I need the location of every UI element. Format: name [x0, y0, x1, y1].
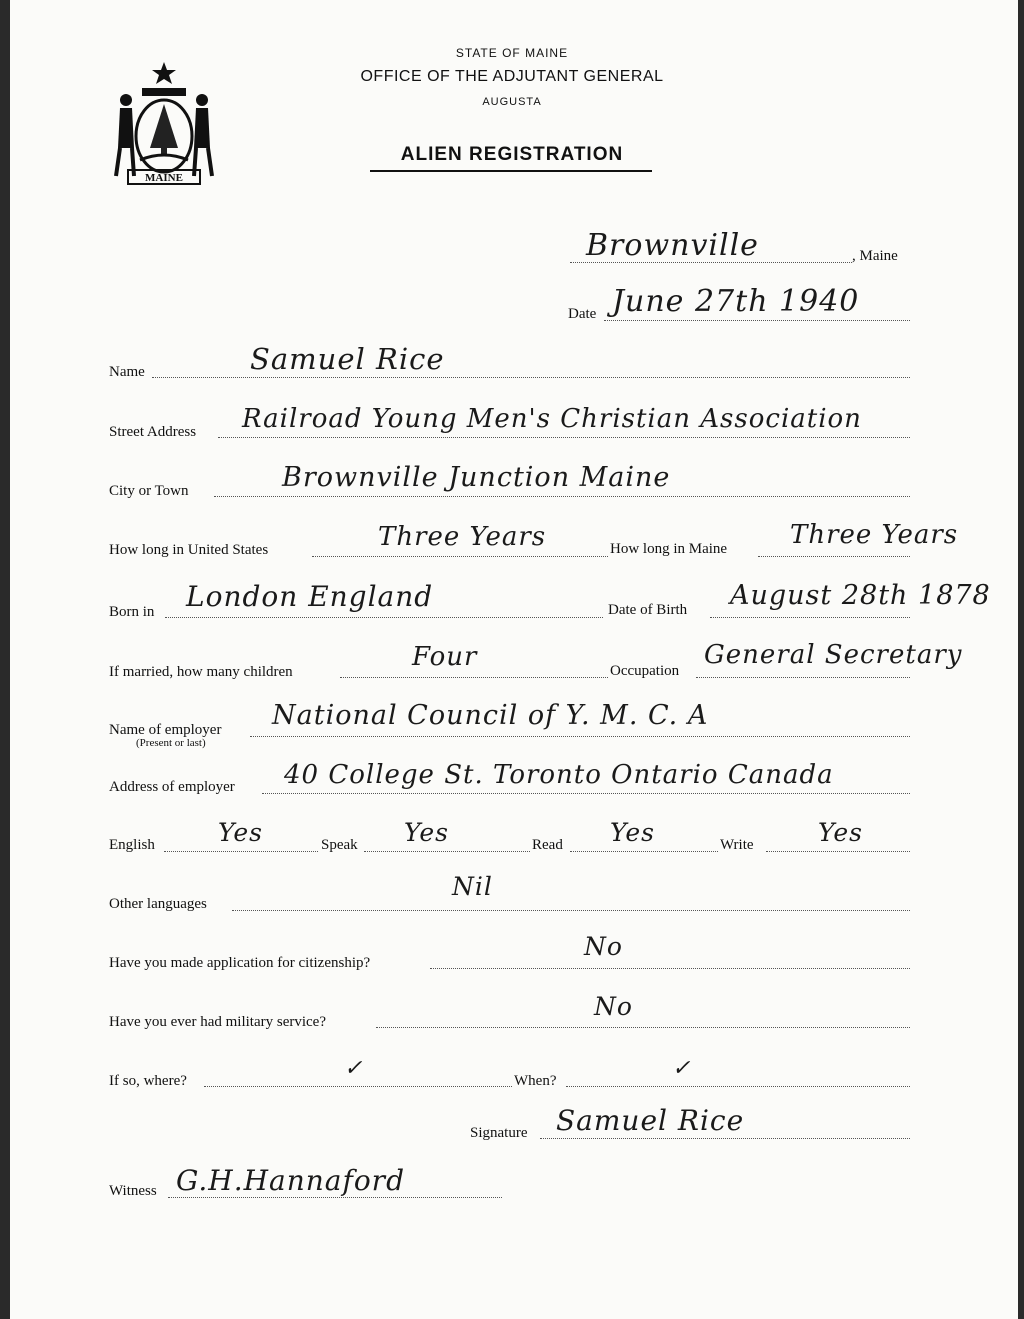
occupation-line	[696, 677, 910, 678]
citizenship-label: Have you made application for citizenship?	[109, 955, 371, 971]
employer-address-label: Address of employer	[109, 779, 235, 795]
military-label: Have you ever had military service?	[109, 1014, 326, 1030]
state-heading: STATE OF MAINE	[455, 46, 569, 60]
dob-entry: August 28th 1878	[730, 580, 991, 611]
speak-entry: Yes	[404, 818, 449, 847]
english-label: English	[109, 837, 155, 853]
write-entry: Yes	[818, 818, 863, 847]
form-title: ALIEN REGISTRATION	[400, 144, 624, 165]
citizenship-entry: No	[584, 932, 623, 961]
speak-line	[364, 851, 530, 852]
english-line	[164, 851, 318, 852]
street-entry: Railroad Young Men's Christian Association	[242, 404, 862, 434]
title-underline	[370, 170, 652, 172]
svg-text:MAINE: MAINE	[145, 172, 183, 184]
read-label: Read	[532, 837, 563, 853]
signature-entry: Samuel Rice	[556, 1104, 745, 1137]
children-entry: Four	[412, 642, 478, 672]
witness-label: Witness	[109, 1183, 157, 1199]
how-long-maine-entry: Three Years	[790, 520, 959, 550]
witness-entry: G.H.Hannaford	[176, 1164, 405, 1197]
read-line	[570, 851, 718, 852]
dob-line	[710, 617, 910, 618]
maine-suffix-label: , Maine	[852, 248, 898, 264]
how-long-us-entry: Three Years	[378, 522, 547, 552]
employer-address-entry: 40 College St. Toronto Ontario Canada	[284, 760, 834, 790]
how-long-maine-label: How long in Maine	[610, 541, 728, 557]
name-entry: Samuel Rice	[250, 342, 445, 376]
date-line	[604, 320, 910, 321]
office-heading: OFFICE OF THE ADJUTANT GENERAL	[360, 68, 664, 85]
signature-line	[540, 1138, 910, 1139]
city-heading: AUGUSTA	[482, 96, 542, 108]
where-label: If so, where?	[109, 1073, 187, 1089]
when-line	[566, 1086, 910, 1087]
when-entry: ✓	[672, 1056, 692, 1081]
military-entry: No	[594, 992, 633, 1021]
where-line	[204, 1086, 512, 1087]
where-entry: ✓	[344, 1056, 364, 1081]
signature-label: Signature	[470, 1125, 528, 1141]
city-line	[214, 496, 910, 497]
city-label: City or Town	[109, 483, 189, 499]
occupation-label: Occupation	[610, 663, 680, 679]
other-languages-line	[232, 910, 910, 911]
born-in-label: Born in	[109, 604, 155, 620]
other-languages-label: Other languages	[109, 896, 207, 912]
how-long-us-line	[312, 556, 608, 557]
street-label: Street Address	[109, 424, 197, 440]
write-line	[766, 851, 910, 852]
street-line	[218, 437, 910, 438]
date-entry: June 27th 1940	[612, 284, 860, 319]
name-line	[152, 377, 910, 378]
children-label: If married, how many children	[109, 664, 293, 680]
occupation-entry: General Secretary	[704, 640, 963, 670]
born-in-entry: London England	[186, 580, 434, 613]
town-entry: Brownville	[586, 228, 759, 263]
read-entry: Yes	[610, 818, 655, 847]
name-label: Name	[109, 364, 145, 380]
citizenship-line	[430, 968, 910, 969]
speak-label: Speak	[321, 837, 358, 853]
children-line	[340, 677, 608, 678]
employer-address-line	[262, 793, 910, 794]
witness-line	[168, 1197, 502, 1198]
employer-line	[250, 736, 910, 737]
military-line	[376, 1027, 910, 1028]
employer-entry: National Council of Y. M. C. A	[272, 700, 709, 731]
date-label: Date	[568, 306, 597, 322]
how-long-us-label: How long in United States	[109, 542, 269, 558]
employer-label: Name of employer	[109, 722, 222, 738]
english-entry: Yes	[218, 818, 263, 847]
city-entry: Brownville Junction Maine	[282, 462, 671, 493]
other-languages-entry: Nil	[452, 872, 493, 901]
employer-note: (Present or last)	[136, 737, 206, 749]
how-long-maine-line	[758, 556, 910, 557]
born-in-line	[165, 617, 603, 618]
write-label: Write	[720, 837, 754, 853]
when-label: When?	[514, 1073, 557, 1089]
dob-label: Date of Birth	[608, 602, 688, 618]
